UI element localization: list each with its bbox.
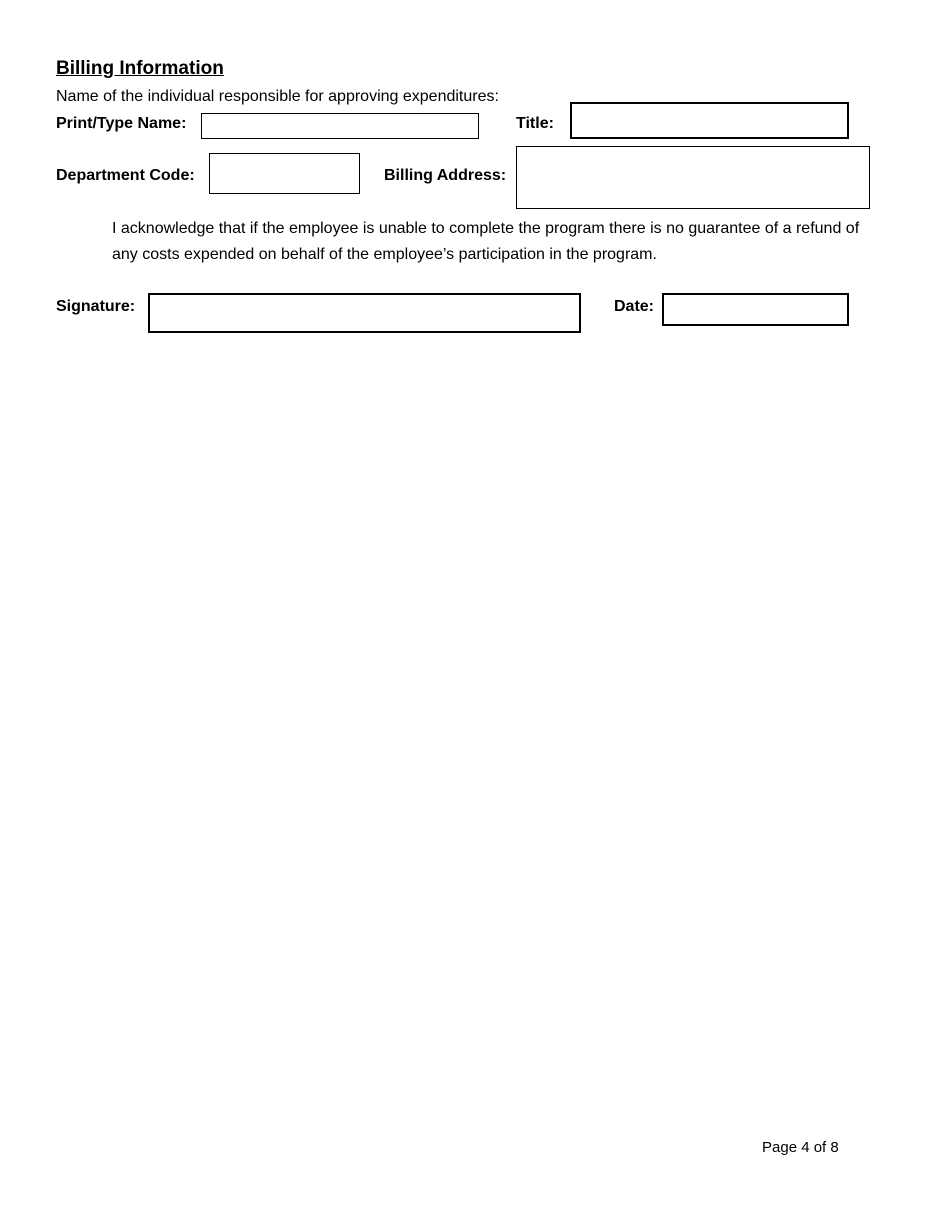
print-name-label: Print/Type Name: xyxy=(56,115,187,132)
billing-address-input[interactable] xyxy=(516,146,870,209)
page-number: Page 4 of 8 xyxy=(762,1139,839,1156)
signature-input[interactable] xyxy=(148,293,581,333)
signature-label: Signature: xyxy=(56,298,136,315)
acknowledgment-text: I acknowledge that if the employee is unable to complete the program there is no guarantee of a refund of any costs expended on behalf of the employee’s participation in the program. xyxy=(112,220,860,263)
title-input[interactable] xyxy=(570,102,849,139)
department-code-label: Department Code: xyxy=(56,167,195,184)
approver-intro-text: Name of the individual responsible for approving expenditures: xyxy=(56,88,499,105)
department-code-input[interactable] xyxy=(209,153,360,194)
billing-address-label: Billing Address: xyxy=(384,167,507,184)
print-name-input[interactable] xyxy=(201,113,479,139)
section-heading: Billing Information xyxy=(56,58,224,79)
date-label: Date: xyxy=(614,298,655,315)
date-input[interactable] xyxy=(662,293,849,326)
title-label: Title: xyxy=(516,115,554,132)
